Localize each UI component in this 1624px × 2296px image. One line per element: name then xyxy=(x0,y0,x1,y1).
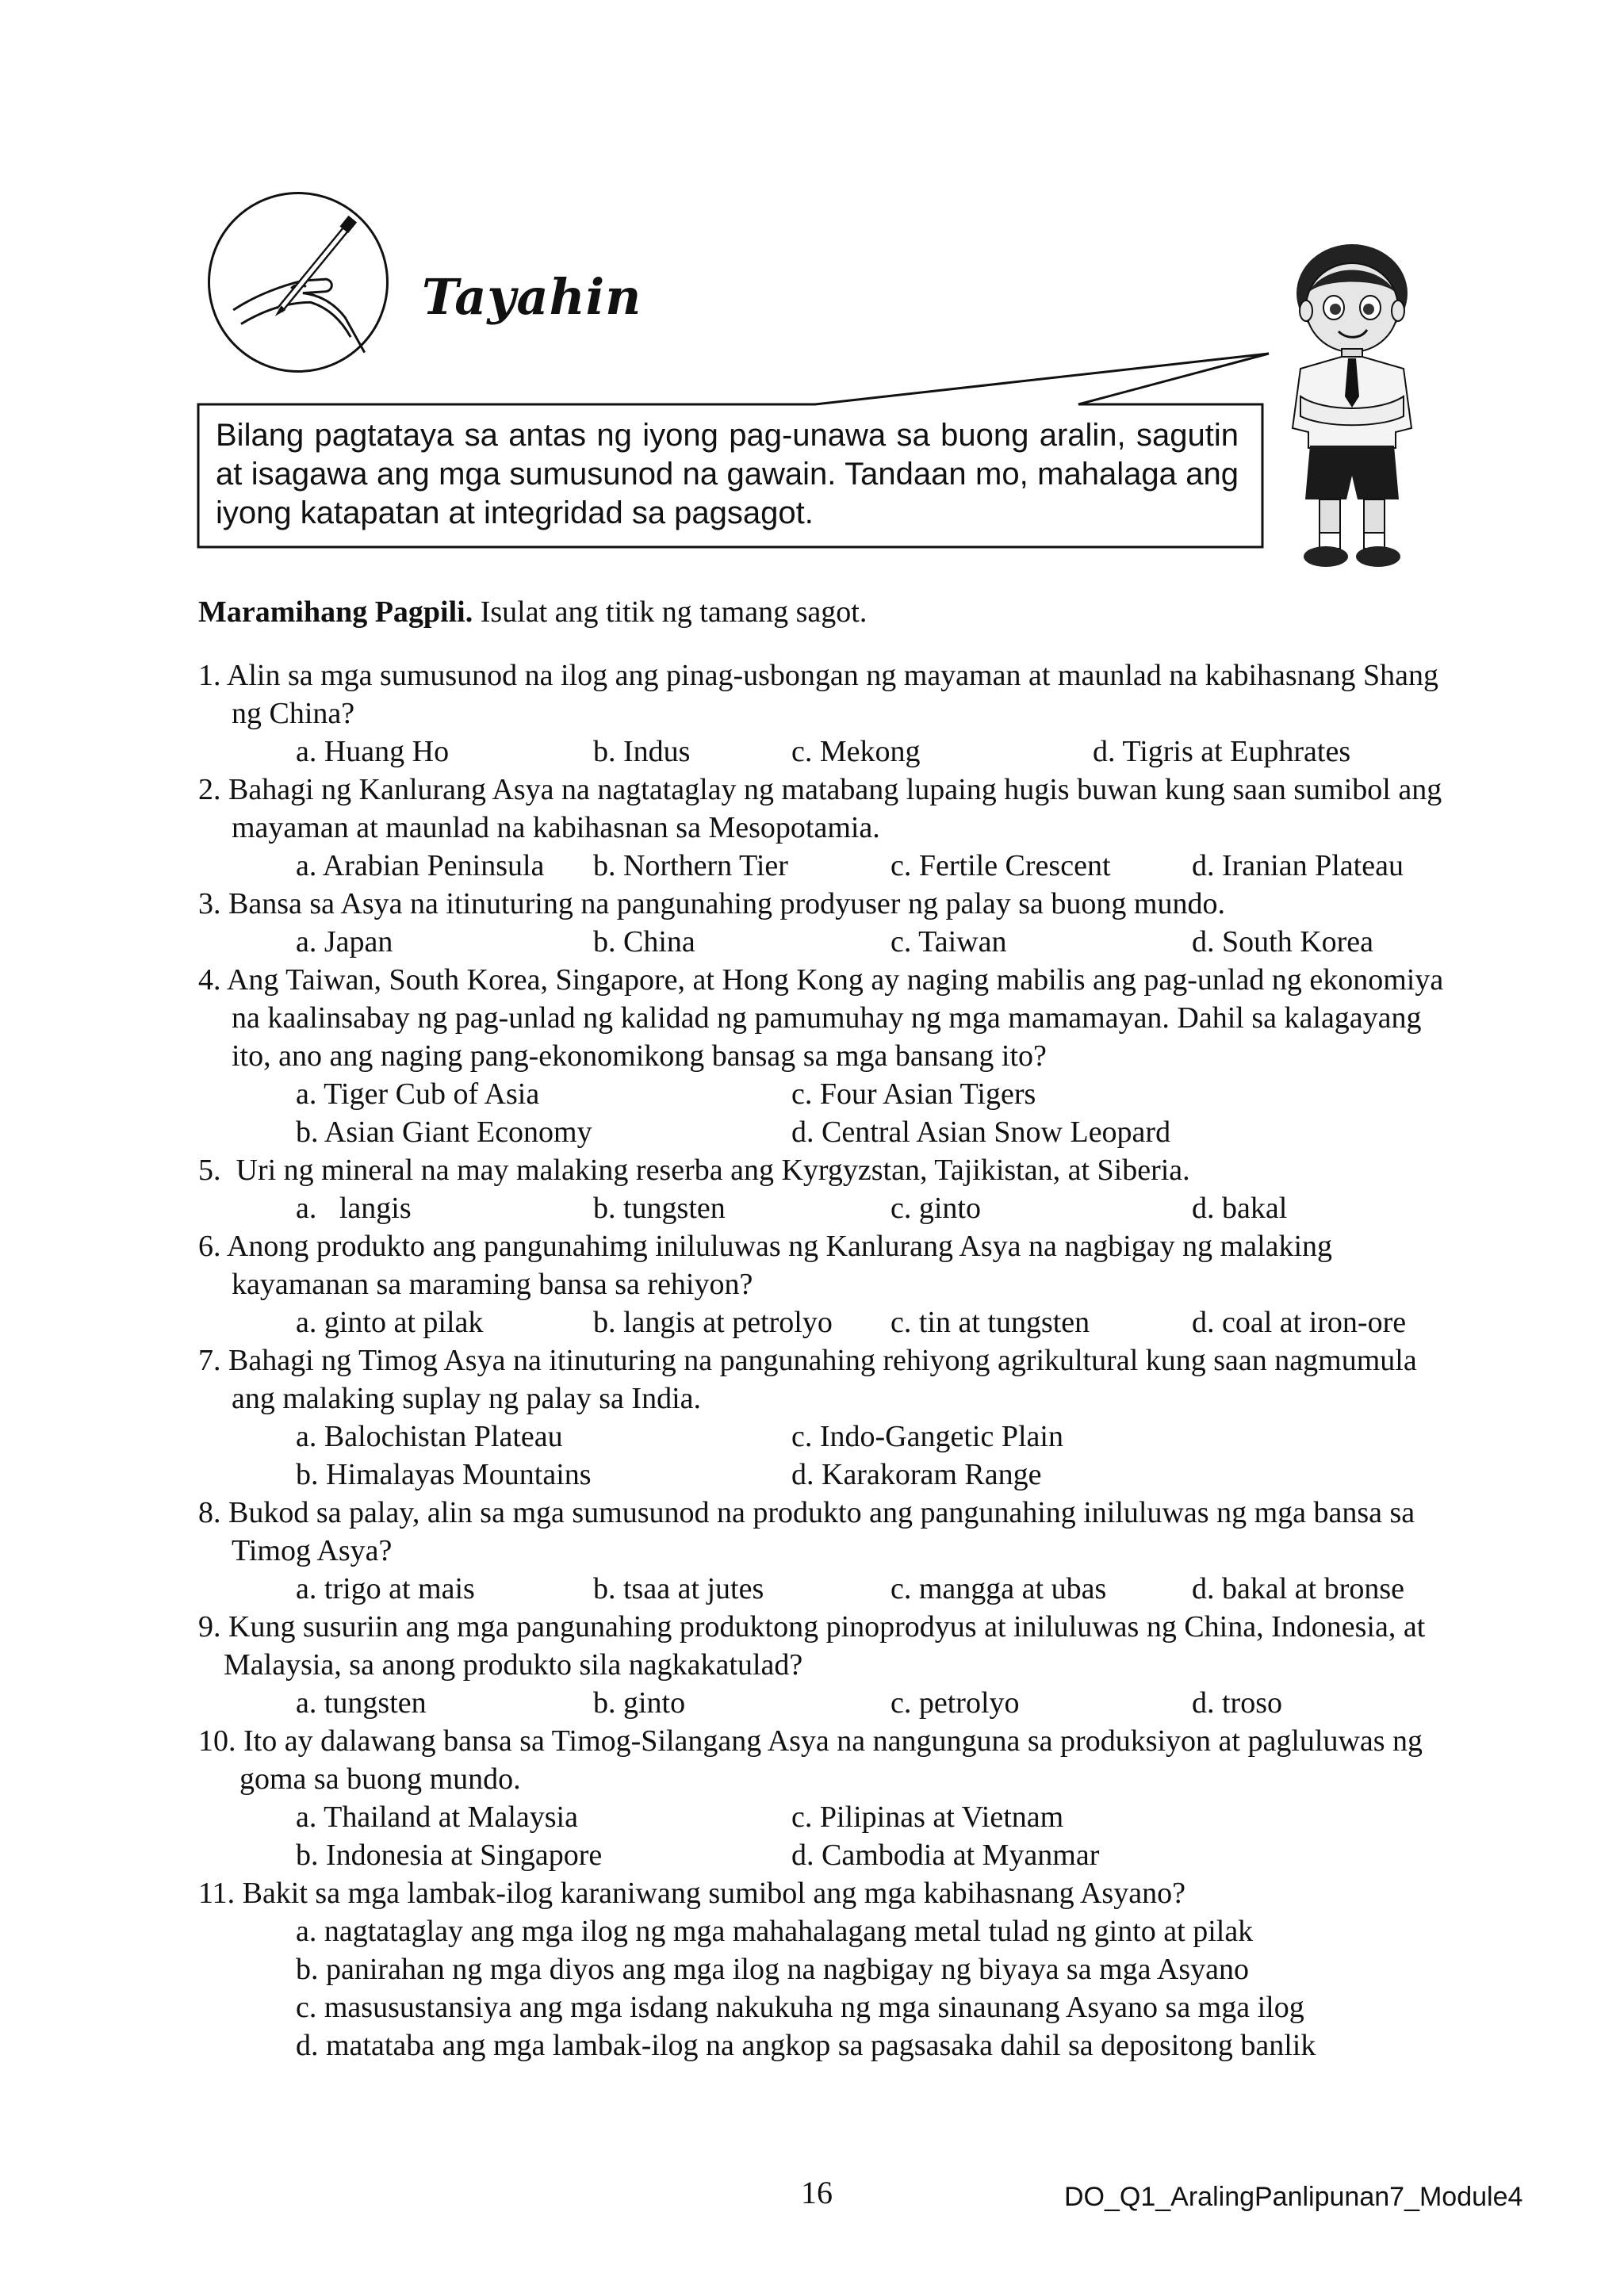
answer-options xyxy=(198,1189,1451,1227)
answer-options xyxy=(198,1113,1451,1151)
answer-options xyxy=(198,1303,1451,1341)
option-a[interactable]: a. Thailand at Malaysia xyxy=(296,1800,578,1834)
answer-options xyxy=(198,1684,1451,1722)
question-text: 6. Anong produkto ang pangunahimg iniluluwas ng Kanlurang Asya na nagbigay ng malaking kayamanan sa maraming bansa sa rehiyon? xyxy=(198,1230,1333,1301)
option-c[interactable]: c. petrolyo xyxy=(891,1686,1020,1720)
answer-options xyxy=(198,847,1451,885)
question-text: 7. Bahagi ng Timog Asya na itinuturing na pangunahing rehiyong agrikultural kung saan nagmumula ang malaking suplay ng palay sa India. xyxy=(198,1344,1417,1415)
option-c[interactable]: c. Fertile Crescent xyxy=(891,849,1111,882)
answer-options xyxy=(198,1798,1451,1836)
student-boy-illustration xyxy=(1269,238,1435,579)
option-a[interactable]: a. trigo at mais xyxy=(296,1572,475,1605)
page-number: 16 xyxy=(801,2175,833,2210)
option-b[interactable]: b. China xyxy=(593,925,695,959)
option-a[interactable]: a. Arabian Peninsula xyxy=(296,849,545,882)
option-c[interactable]: c. ginto xyxy=(891,1192,981,1225)
option-b[interactable]: b. Asian Giant Economy xyxy=(296,1115,592,1149)
option-d[interactable]: d. Karakoram Range xyxy=(791,1458,1042,1491)
question-10 xyxy=(198,1722,1451,1874)
question-text: 9. Kung susuriin ang mga pangunahing produktong pinoprodyus at iniluluwas ng China, Indonesia, at Malaysia, sa anong produkto sila nagkakatulad? xyxy=(198,1610,1426,1682)
option-d[interactable]: d. bakal xyxy=(1192,1192,1288,1225)
question-4 xyxy=(198,961,1451,1151)
question-text: 5. Uri ng mineral na may malaking reserba ang Kyrgyzstan, Tajikistan, at Siberia. xyxy=(198,1154,1190,1187)
option-c[interactable]: c. Indo-Gangetic Plain xyxy=(791,1420,1063,1453)
option-a[interactable]: a. Tiger Cub of Asia xyxy=(296,1077,540,1111)
answer-options xyxy=(198,1836,1451,1874)
option-a[interactable]: a. Huang Ho xyxy=(296,735,450,768)
option-d[interactable]: d. coal at iron-ore xyxy=(1192,1306,1407,1339)
option-b[interactable]: b. Northern Tier xyxy=(593,849,788,882)
option-b[interactable]: b. Indus xyxy=(593,735,691,768)
option-d[interactable]: d. Iranian Plateau xyxy=(1192,849,1404,882)
question-3 xyxy=(198,885,1451,961)
module-code: DO_Q1_AralingPanlipunan7_Module4 xyxy=(1064,2182,1523,2212)
instruction-text: Isulat ang titik ng tamang sagot. xyxy=(473,595,868,629)
option-b[interactable]: b. ginto xyxy=(593,1686,686,1720)
instructions xyxy=(198,593,1451,631)
option-b[interactable]: b. panirahan ng mga diyos ang mga ilog na nagbigay ng biyaya sa mga Asyano xyxy=(296,1953,1250,1986)
question-7 xyxy=(198,1341,1451,1494)
option-b[interactable]: b. Himalayas Mountains xyxy=(296,1458,592,1491)
option-b[interactable]: b. langis at petrolyo xyxy=(593,1306,833,1339)
question-9 xyxy=(198,1608,1451,1722)
question-1 xyxy=(198,656,1451,771)
option-d[interactable]: d. South Korea xyxy=(1192,925,1374,959)
option-a[interactable]: a. ginto at pilak xyxy=(296,1306,484,1339)
option-c[interactable]: c. masusustansiya ang mga isdang nakukuha ng mga sinaunang Asyano sa mga ilog xyxy=(296,1991,1304,2024)
question-text: 3. Bansa sa Asya na itinuturing na pangunahing prodyuser ng palay sa buong mundo. xyxy=(198,887,1225,920)
option-c[interactable]: c. mangga at ubas xyxy=(891,1572,1107,1605)
intro-text: Bilang pagtataya sa antas ng iyong pag-unawa sa buong aralin, sagutin at isagawa ang mga sumusunod na gawain. Tandaan mo, mahalaga ang iyong katapatan at integridad sa pagsagot. xyxy=(216,418,1239,530)
option-d[interactable]: d. matataba ang mga lambak-ilog na angkop sa pagsasaka dahil sa depositong banlik xyxy=(296,2029,1316,2062)
question-text: 4. Ang Taiwan, South Korea, Singapore, at Hong Kong ay naging mabilis ang pag-unlad ng ekonomiya na kaalinsabay ng pag-unlad ng kalidad ng pamumuhay ng mga mamamayan. Dahil sa kalagayang ito, ano ang naging pang-ekonomikong bansag sa mga bansang ito? xyxy=(198,963,1444,1073)
option-d[interactable]: d. Tigris at Euphrates xyxy=(1093,735,1351,768)
answer-options xyxy=(198,1075,1451,1113)
question-2 xyxy=(198,771,1451,885)
option-c[interactable]: c. Four Asian Tigers xyxy=(791,1077,1036,1111)
answer-options xyxy=(198,733,1451,771)
option-d[interactable]: d. Central Asian Snow Leopard xyxy=(791,1115,1171,1149)
question-text: 11. Bakit sa mga lambak-ilog karaniwang sumibol ang mga kabihasnang Asyano? xyxy=(198,1877,1185,1910)
option-c[interactable]: c. Mekong xyxy=(791,735,921,768)
answer-options xyxy=(198,1456,1451,1494)
answer-options xyxy=(198,1570,1451,1608)
question-5 xyxy=(198,1151,1451,1227)
option-c[interactable]: c. Taiwan xyxy=(891,925,1007,959)
question-11 xyxy=(198,1874,1451,2064)
question-text: 1. Alin sa mga sumusunod na ilog ang pinag-usbongan ng mayaman at maunlad na kabihasnang Shang ng China? xyxy=(198,659,1439,730)
option-b[interactable]: b. Indonesia at Singapore xyxy=(296,1839,603,1872)
question-8 xyxy=(198,1494,1451,1608)
question-text: 10. Ito ay dalawang bansa sa Timog-Silangang Asya na nangunguna sa produksiyon at pagluluwas ng goma sa buong mundo. xyxy=(198,1724,1423,1796)
option-a[interactable]: a. nagtataglay ang mga ilog ng mga mahahalagang metal tulad ng ginto at pilak xyxy=(296,1915,1254,1948)
question-text: 2. Bahagi ng Kanlurang Asya na nagtataglay ng matabang lupaing hugis buwan kung saan sumibol ang mayaman at maunlad na kabihasnan sa Mesopotamia. xyxy=(198,773,1442,844)
option-a[interactable]: a. Japan xyxy=(296,925,393,959)
option-d[interactable]: d. Cambodia at Myanmar xyxy=(791,1839,1100,1872)
question-text: 8. Bukod sa palay, alin sa mga sumusunod na produkto ang pangunahing iniluluwas ng mga bansa sa Timog Asya? xyxy=(198,1496,1415,1567)
section-title: Tayahin xyxy=(422,268,642,326)
option-b[interactable]: b. tsaa at jutes xyxy=(593,1572,764,1605)
quiz-content xyxy=(198,593,1451,2064)
option-c[interactable]: c. tin at tungsten xyxy=(891,1306,1090,1339)
option-d[interactable]: d. bakal at bronse xyxy=(1192,1572,1405,1605)
option-d[interactable]: d. troso xyxy=(1192,1686,1282,1720)
answer-options xyxy=(198,1418,1451,1456)
option-a[interactable]: a. tungsten xyxy=(296,1686,427,1720)
option-b[interactable]: b. tungsten xyxy=(593,1192,726,1225)
option-a[interactable]: a. Balochistan Plateau xyxy=(296,1420,563,1453)
option-c[interactable]: c. Pilipinas at Vietnam xyxy=(791,1800,1064,1834)
instruction-label: Maramihang Pagpili. xyxy=(198,595,473,629)
question-6 xyxy=(198,1227,1451,1341)
answer-options xyxy=(198,923,1451,961)
option-a[interactable]: a. langis xyxy=(296,1192,412,1225)
